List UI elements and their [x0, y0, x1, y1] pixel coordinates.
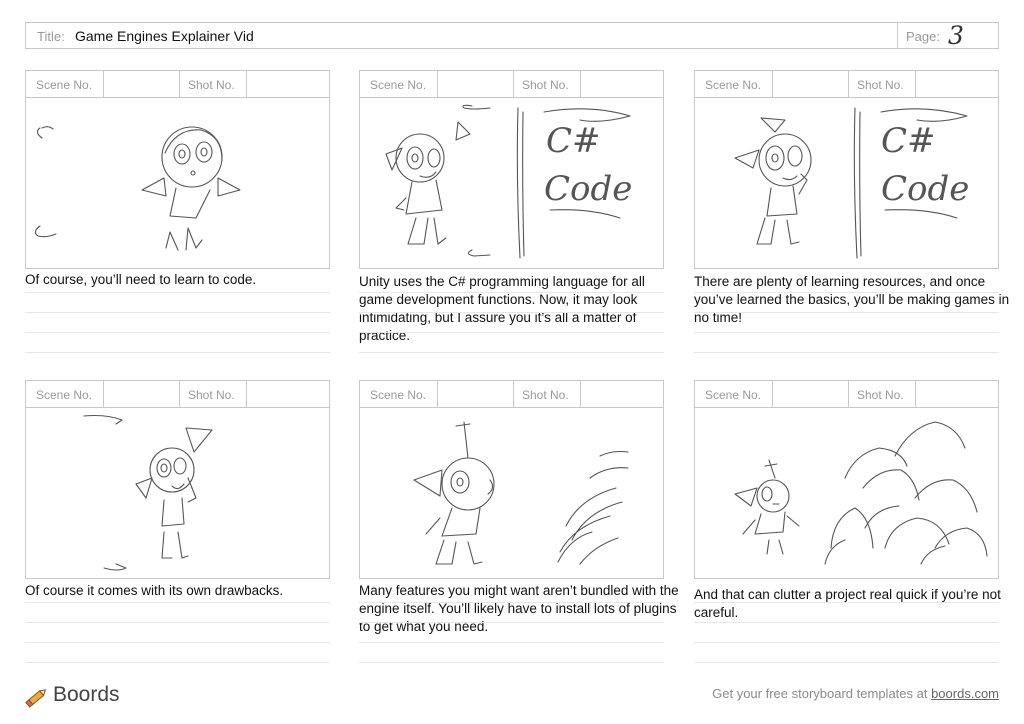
scene-number-label-cell — [360, 71, 438, 97]
shot-number-label: Shot No. — [522, 78, 569, 92]
character-sketch — [26, 98, 329, 268]
sketch-frame[interactable] — [359, 407, 664, 579]
sketch-text-csharp: C# — [546, 121, 601, 161]
character-code-sketch — [695, 98, 998, 268]
panel-caption[interactable]: Of course it comes with its own drawbacks. — [25, 583, 284, 598]
character-code-sketch — [360, 98, 663, 268]
sketch-frame[interactable] — [25, 407, 330, 579]
shot-number-label-cell — [513, 381, 581, 407]
pencil-icon — [25, 685, 49, 709]
caption-line — [25, 622, 330, 623]
footer-promo — [712, 686, 999, 701]
scene-number-label: Scene No. — [370, 388, 427, 402]
page-number[interactable]: 3 — [948, 21, 964, 50]
caption-line — [25, 642, 330, 643]
caption-line — [25, 352, 330, 353]
caption-line — [359, 332, 664, 333]
title-bar — [25, 22, 999, 49]
sketch-frame[interactable] — [694, 407, 999, 579]
panel-header — [359, 70, 664, 98]
panel-header — [25, 380, 330, 408]
caption-line — [25, 332, 330, 333]
sketch-text-code: Code — [881, 169, 970, 209]
shot-number-label: Shot No. — [522, 388, 569, 402]
caption-line — [359, 292, 664, 293]
shot-number-label-cell — [513, 71, 581, 97]
caption-line — [25, 662, 330, 663]
logo-text: Boords — [53, 683, 120, 706]
page-label: Page: — [906, 29, 940, 44]
caption-line — [694, 292, 999, 293]
shot-number-label: Shot No. — [857, 388, 904, 402]
panel-header — [694, 380, 999, 408]
scene-number-field[interactable] — [772, 381, 849, 407]
panel-caption[interactable]: Unity uses the C# programming language for all game development functions. Now, it may look intimidating, but I assure you it’s all a matter of practice. — [359, 274, 645, 343]
scene-number-label: Scene No. — [36, 78, 93, 92]
caption-line — [359, 312, 664, 313]
panel-caption[interactable]: Of course, you’ll need to learn to code. — [25, 272, 257, 287]
title-value[interactable]: Game Engines Explainer Vid — [75, 28, 254, 44]
shot-number-label-cell — [848, 71, 916, 97]
panel-caption[interactable]: There are plenty of learning resources, and once you’ve learned the basics, you’ll be making games in no time! — [694, 274, 1010, 325]
shot-number-label: Shot No. — [188, 388, 235, 402]
panel-header — [359, 380, 664, 408]
caption-line — [694, 642, 999, 643]
scene-number-field[interactable] — [103, 71, 180, 97]
caption-line — [359, 662, 664, 663]
character-plugins-sketch — [360, 408, 663, 578]
scene-number-label: Scene No. — [36, 388, 93, 402]
title-label: Title: — [37, 29, 65, 44]
panel-header — [694, 70, 999, 98]
caption-line — [694, 662, 999, 663]
panel-header — [25, 70, 330, 98]
scene-number-label-cell — [26, 381, 104, 407]
scene-number-field[interactable] — [437, 381, 514, 407]
shot-number-label-cell — [179, 381, 247, 407]
scene-number-label: Scene No. — [705, 388, 762, 402]
character-sketch — [26, 408, 329, 578]
caption-line — [694, 602, 999, 603]
scene-number-label-cell — [695, 381, 773, 407]
scene-number-label-cell — [26, 71, 104, 97]
promo-text: Get your free storyboard templates at — [712, 686, 932, 701]
caption-line — [25, 602, 330, 603]
caption-line — [694, 352, 999, 353]
caption-line — [359, 602, 664, 603]
shot-number-label: Shot No. — [188, 78, 235, 92]
sketch-text-code: Code — [544, 169, 633, 209]
shot-number-label-cell — [848, 381, 916, 407]
scene-number-label: Scene No. — [705, 78, 762, 92]
scene-number-label-cell — [360, 381, 438, 407]
scene-number-label: Scene No. — [370, 78, 427, 92]
scene-number-field[interactable] — [437, 71, 514, 97]
sketch-text-csharp: C# — [881, 121, 936, 161]
scene-number-field[interactable] — [103, 381, 180, 407]
caption-line — [694, 622, 999, 623]
caption-line — [694, 332, 999, 333]
caption-line — [25, 292, 330, 293]
sketch-frame[interactable] — [359, 97, 664, 269]
page-box — [897, 23, 998, 48]
boords-link[interactable]: boords.com — [931, 686, 999, 701]
sketch-frame[interactable] — [25, 97, 330, 269]
shot-number-label-cell — [179, 71, 247, 97]
scene-number-label-cell — [695, 71, 773, 97]
caption-line — [694, 312, 999, 313]
shot-number-label: Shot No. — [857, 78, 904, 92]
caption-line — [25, 312, 330, 313]
scene-number-field[interactable] — [772, 71, 849, 97]
character-clutter-sketch — [695, 408, 998, 578]
caption-line — [359, 352, 664, 353]
caption-line — [359, 642, 664, 643]
panel-caption[interactable]: And that can clutter a project real quick if you’re not careful. — [694, 587, 1001, 620]
caption-line — [359, 622, 664, 623]
sketch-frame[interactable] — [694, 97, 999, 269]
panel-caption[interactable]: Many features you might want aren’t bundled with the engine itself. You’ll likely have to install lots of plugins to get what you need. — [359, 583, 679, 634]
